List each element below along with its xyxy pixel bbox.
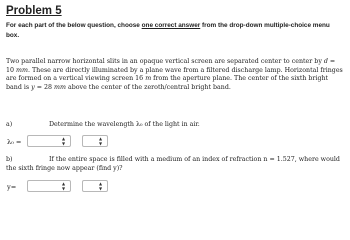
instructions <box>6 21 342 40</box>
part-b-unit-dropdown[interactable] <box>27 180 71 192</box>
var-y: y <box>31 83 35 91</box>
unit-d: mm <box>16 66 28 74</box>
updown-chevron-icon: ▲ ▼ <box>61 136 66 146</box>
problem-text-2: = 10 <box>6 58 336 74</box>
part-b-question-line1: If the entire space is filled with a medium of an index of refraction n = 1.527, where would <box>49 156 340 163</box>
problem-text-5: = 28 <box>34 83 54 91</box>
problem-text-3: . These are directly illuminated by a plane wave from a filtered discharge lamp. Horizontal fringes are formed on a vertical viewing screen 16 <box>6 66 343 83</box>
part-b-answer-label: y= <box>7 183 17 191</box>
part-b-label: b) <box>6 156 13 163</box>
updown-chevron-icon: ▲ ▼ <box>98 136 103 146</box>
part-a-answer-label: λ₀ = <box>7 138 22 146</box>
part-a-label: a) <box>6 121 13 128</box>
unit-y: mm <box>53 83 66 91</box>
instructions-pre: For each part of the below question, choose <box>6 22 142 29</box>
part-b-value-dropdown[interactable] <box>82 180 108 192</box>
updown-chevron-icon: ▲ ▼ <box>61 181 66 191</box>
problem-text-1: Two parallel narrow horizontal slits in an opaque vertical screen are separated center to center by <box>6 58 324 65</box>
part-a-unit-dropdown[interactable] <box>27 135 71 147</box>
part-b-question-line2: the sixth fringe now appear (find y)? <box>6 165 123 172</box>
instructions-post: from the drop-down multiple-choice menu box. <box>6 22 330 39</box>
problem-text-6: above the center of the zeroth/central bright band. <box>65 83 231 91</box>
updown-chevron-icon: ▲ ▼ <box>98 181 103 191</box>
part-a-question: Determine the wavelength λ₀ of the light in air. <box>49 121 200 128</box>
part-a-value-dropdown[interactable] <box>82 135 108 147</box>
instructions-underlined: one correct answer <box>141 22 201 29</box>
problem-statement <box>6 58 344 92</box>
var-d: d <box>323 58 328 65</box>
problem-text-4: from the aperture plane. The center of the sixth bright band is <box>6 75 329 91</box>
unit-distance: m <box>145 75 152 83</box>
problem-title: Problem 5 <box>6 5 62 17</box>
